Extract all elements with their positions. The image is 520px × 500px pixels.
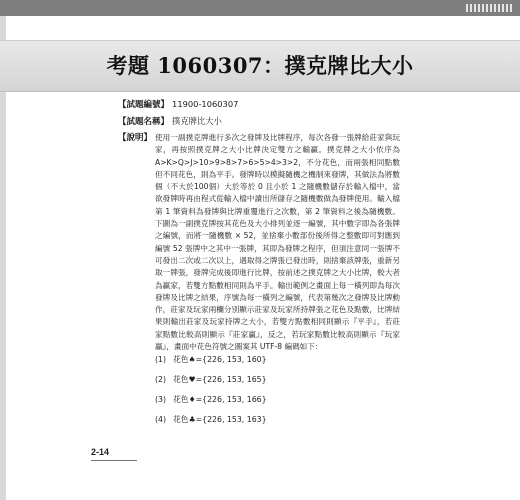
suit-item-diamond (155, 390, 267, 410)
description-text: 使用一副撲克牌進行多次之發牌及比牌程序，每次各發一張牌給莊家與玩家，再按照撲克牌之大小比牌決定雙方之輸贏。撲克牌之大小依序為A>K>Q>J>10>9>8>7>6>5>4>3>2，不分花色，而兩張相同點數但不同花色，則為平手。發牌時以模擬隨機之機制來發牌，其做法為將數個（不大於100個）大於等於 0 且小於 1 之隨機數儲存於輸入檔中，當欲發牌時再由程式從輸入檔中讀出所儲存之隨機數做為發牌使用。輸入檔第 1 筆資料為發牌與比牌重覆進行之次數，第 2 筆資料之後為隨機數。下圖為一副撲克牌按其花色及大小排列並逐一編號，其中數字即為各張牌之編號，而將一隨機數 × 52，並捨棄小數部份後所得之整數即可對應到編號 52 張牌中之其中一張牌，其即為發牌之程序，但須注意同一張牌不可發出二次或二次以上，遇取得之牌張已發出時，則捨棄該牌張，重新另取一牌張，發牌完成後即進行比牌，按前述之撲克牌之大小比牌，較大者為贏家，若雙方點數相同則為平手。輸出範例之畫面上每一橫列即為每次發牌及比牌之結果，序號為每一橫列之編號，代表第幾次之發牌及比牌動作，莊家及玩家兩欄分別顯示莊家及玩家所持牌張之花色及點數，比牌結果則輸出莊家及玩家持牌之大小，若雙方點數相同則顯示『平手』，若莊家點數比較高則顯示『莊家贏』，反之，若玩家點數比較高則顯示『玩家贏』，畫面中花色符號之圖案其 UTF-8 編碼如下： (155, 133, 400, 352)
suit-item-text: 花色♣={226, 153, 163} (173, 415, 267, 424)
title-bar (0, 40, 520, 90)
suit-item-text: 花色♠={226, 153, 160} (173, 355, 267, 364)
page-number-rule (91, 460, 137, 461)
exam-name-label: 【 試題名稱 】 (118, 117, 169, 127)
header-tick-marks (466, 4, 512, 12)
suit-item-spade (155, 350, 267, 370)
page-title: 考題 1060307：撲克牌比大小 (106, 53, 414, 78)
page-number: 2-14 (91, 447, 110, 457)
suit-item-number: (2) (155, 375, 167, 384)
exam-id-value: 11900-1060307 (172, 99, 239, 109)
suit-item-number: (1) (155, 355, 167, 364)
suit-item-text: 花色♦={226, 153, 166} (173, 395, 267, 404)
suit-item-number: (4) (155, 415, 167, 424)
suit-item-number: (3) (155, 395, 167, 404)
suit-item-club (155, 410, 267, 430)
suit-encoding-list (155, 350, 267, 430)
exam-name-value: 撲克牌比大小 (172, 116, 222, 126)
suit-item-text: 花色♥={226, 153, 165} (173, 375, 267, 384)
suit-item-heart (155, 370, 267, 390)
exam-name-field (118, 115, 222, 128)
exam-id-field (118, 98, 238, 111)
description-label: 【 說明 】 (118, 132, 152, 144)
header-band (0, 0, 520, 16)
exam-id-label: 【 試題編號 】 (118, 100, 169, 110)
